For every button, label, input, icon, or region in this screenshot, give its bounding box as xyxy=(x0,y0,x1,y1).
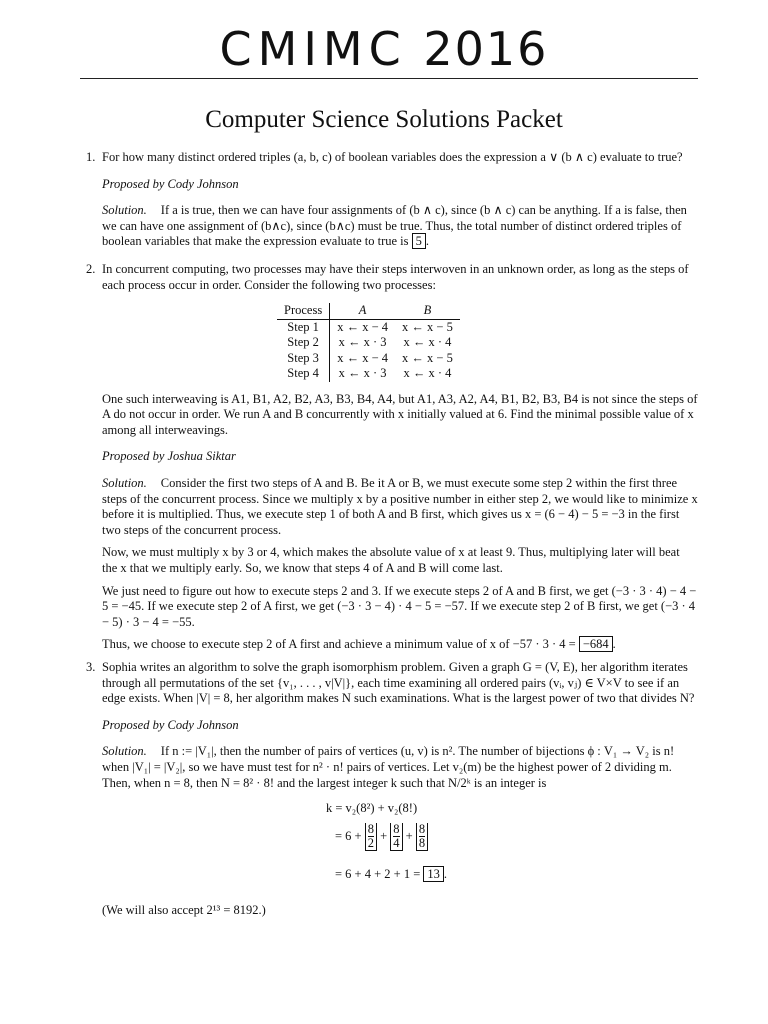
problems-list xyxy=(80,150,698,919)
cmimc-logo-mark: CMIMC xyxy=(219,22,407,76)
answer-box: −684 xyxy=(579,636,613,652)
problem-number: 3. xyxy=(86,659,96,674)
solution-text: Consider the first two steps of A and B. Be it A or B, we must execute some step 2 within the first three steps of the concurrent process. Since we multiply x by a positive number in either step 2, we would like to minimize x before it is multiplied. Thus, we execute step 1 of both A and B first, which gives us x = (6 − 4) − 5 = −3 in the first two steps of the concurrent process. xyxy=(102,476,698,537)
table-header: Process xyxy=(277,303,330,319)
proposed-by: Proposed by Cody Johnson xyxy=(102,176,239,191)
table-header-row xyxy=(277,303,460,319)
solution-conclusion: Thus, we choose to execute step 2 of A first and achieve a minimum value of x of −57 · 3 · 4 = xyxy=(102,637,576,652)
answer-suffix: . xyxy=(612,637,616,652)
problem-2 xyxy=(80,262,698,653)
equation-line xyxy=(335,823,428,851)
solution-text: If a is true, then we can have four assignments of (b ∧ c), since (b ∧ c) can be anything. If a is false, then we can have one assignment of (b∧c), since (b∧c) must be true. Thus, the total number of distinct ordered triples of boolean variables that make the expression evaluate to true is xyxy=(102,203,687,249)
table-cell: x ← x · 3 xyxy=(338,335,387,350)
solution xyxy=(102,203,698,250)
table-cell: x ← x · 4 xyxy=(403,335,452,350)
equation-result: = 6 + 4 + 2 + 1 = xyxy=(335,867,421,882)
problem-statement-continued: One such interweaving is A1, B1, A2, B2, A3, B3, B4, A4, but A1, A3, A2, A4, B1, B2, B3, B4 is not since the steps of A do not occur in order. We run A and B concurrently with x initially valued at 6. Find the minimal possible value of x among all interweavings. xyxy=(102,391,698,437)
problem-3 xyxy=(80,660,698,919)
table-cell: x ← x − 5 xyxy=(402,350,453,365)
header-logo xyxy=(0,22,768,76)
floor-fraction: $\frac{8}{2}$ xyxy=(365,823,377,851)
solution-label: Solution. xyxy=(102,744,147,759)
table-cell: Step 2 xyxy=(277,335,330,351)
table-cell: Step 3 xyxy=(277,351,330,367)
solution-label: Solution. xyxy=(102,203,147,218)
equation-line: k = v₂(8²) + v₂(8!) xyxy=(326,801,418,816)
table-row xyxy=(277,351,460,367)
problem-1 xyxy=(80,150,698,250)
table-cell: x ← x − 4 xyxy=(337,350,389,365)
equation-prefix: = 6 + xyxy=(335,829,362,843)
table-row xyxy=(277,335,460,351)
equation-line xyxy=(335,867,447,883)
alternate-answer-note: (We will also accept 2¹³ = 8192.) xyxy=(102,903,266,918)
problem-number: 2. xyxy=(86,261,96,276)
equation-block xyxy=(102,801,698,893)
table-row xyxy=(277,319,460,335)
header-rule xyxy=(80,78,698,79)
floor-fraction: $\frac{8}{8}$ xyxy=(416,823,428,851)
plus-sign: + xyxy=(380,829,388,843)
page-title: Computer Science Solutions Packet xyxy=(205,106,563,133)
table-cell: Step 4 xyxy=(277,366,330,382)
answer-suffix: . xyxy=(443,867,447,882)
table-header: A xyxy=(330,303,395,319)
problem-statement: For how many distinct ordered triples (a, b, c) of boolean variables does the expression a ∨ (b ∧ c) evaluate to true? xyxy=(102,150,683,164)
floor-fraction: $\frac{8}{4}$ xyxy=(390,823,402,851)
table-row xyxy=(277,366,460,382)
solution-paragraph: Now, we must multiply x by 3 or 4, which makes the absolute value of x at least 9. Thus, multiplying later will beat the x that we multiply early. So, we know that steps 4 of A and B will come last. xyxy=(102,545,680,575)
solution-text: If n := |V₁|, then the number of pairs of vertices (u, v) is n². The number of bijections ϕ : V₁ → V₂ is n! when |V₁| = |V₂|, so we have must test for n² · n! pairs of vertices. Let v₂(m) be the highest power of 2 dividing m. Then, when n = 8, then N = 8² · 8! and the largest integer k such that N/2ᵏ is an integer is xyxy=(102,744,675,790)
solution-paragraph: We just need to figure out how to execute steps 2 and 3. If we execute steps 2 of A and B first, we get (−3 · 3 · 4) − 4 − 5 = −45. If we execute step 2 of A first, we get (−3 · 3 − 4) · 4 − 5 = −57. If we execute step 2 of B first, we get (−3 · 4 − 5) · 3 − 4 = −55. xyxy=(102,583,697,629)
table-header: B xyxy=(395,303,460,319)
problem-number: 1. xyxy=(86,150,96,164)
header-year: 2016 xyxy=(423,22,549,76)
problem-statement: Sophia writes an algorithm to solve the graph isomorphism problem. Given a graph G = (V, E), her algorithm iterates through all permutations of the set {v₁, . . . , v|V|}, each time examining all ordered pairs (vᵢ, vⱼ) ∈ V×V to see if an edge exists. When |V| = 8, her algorithm makes N such examinations. What is the largest power of two that divides N? xyxy=(102,659,695,706)
problem-statement: In concurrent computing, two processes may have their steps interwoven in an unknown order, as long as the steps of each process occur in order. Consider the following two processes: xyxy=(102,261,689,292)
table-cell: x ← x · 4 xyxy=(403,366,452,381)
table-cell: x ← x · 3 xyxy=(338,366,387,381)
solution xyxy=(102,744,698,791)
solution-paragraph xyxy=(102,637,698,653)
answer-box: 13 xyxy=(423,866,444,882)
answer-suffix: . xyxy=(425,234,429,249)
table-cell: x ← x − 4 xyxy=(337,319,389,334)
process-table xyxy=(277,303,460,382)
table-cell: Step 1 xyxy=(277,319,330,335)
solution xyxy=(102,476,698,538)
solution-label: Solution. xyxy=(102,476,147,491)
proposed-by: Proposed by Joshua Siktar xyxy=(102,449,236,464)
answer-box: 5 xyxy=(412,233,426,249)
table-cell: x ← x − 5 xyxy=(402,319,453,334)
plus-sign: + xyxy=(405,829,413,843)
proposed-by: Proposed by Cody Johnson xyxy=(102,717,239,732)
